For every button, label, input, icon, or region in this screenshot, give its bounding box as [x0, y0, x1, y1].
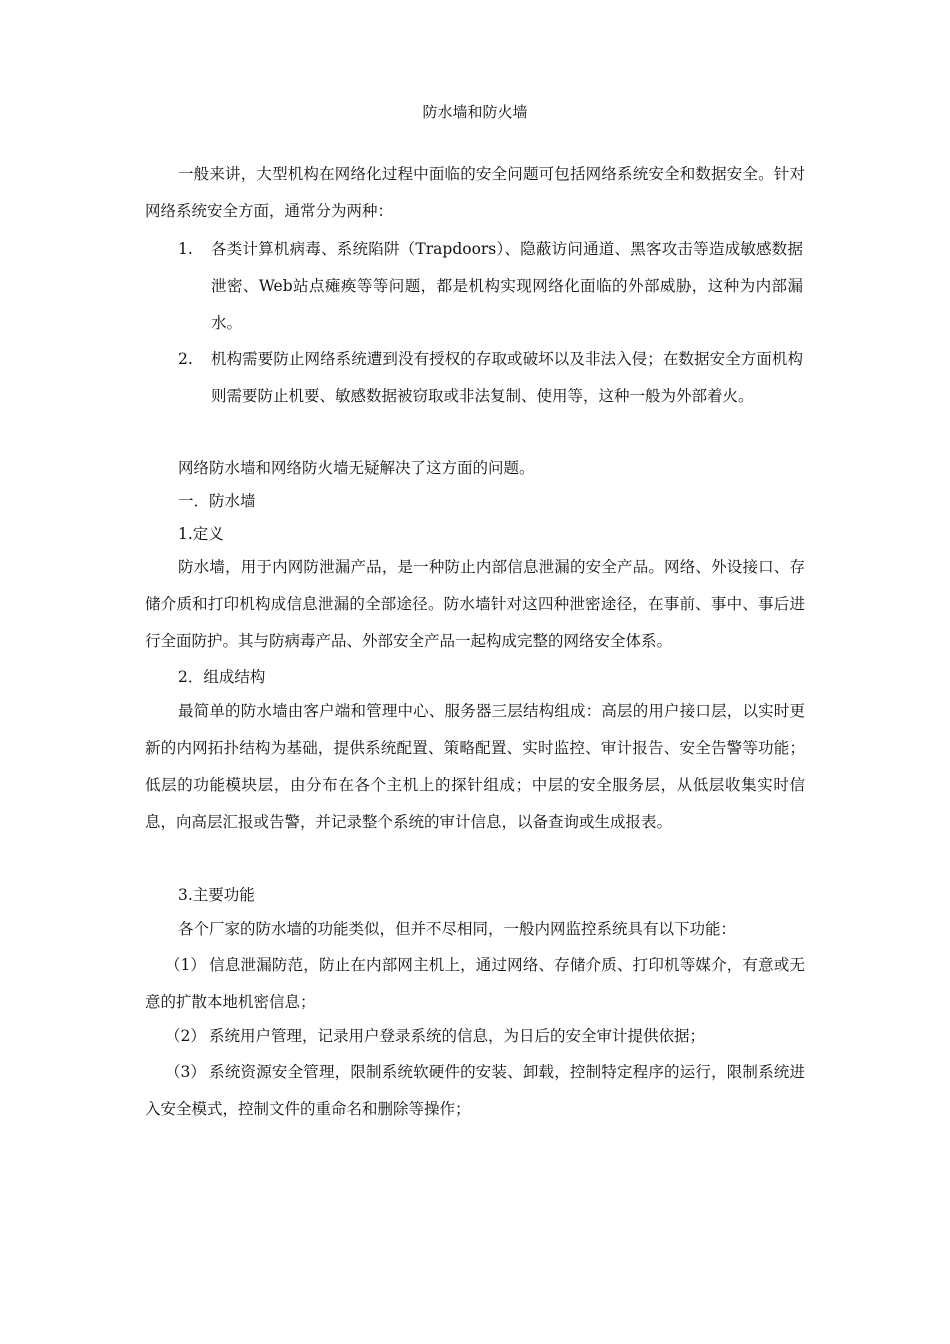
list-item-number: 1. [178, 240, 193, 258]
function-item-number: （1） [165, 956, 206, 974]
function-item-text: 系统资源安全管理，限制系统软硬件的安装、卸载，控制特定程序的运行，限制系统进入安全模式，控制文件的重命名和删除等操作； [145, 1063, 805, 1118]
intro-paragraph: 一般来讲，大型机构在网络化过程中面临的安全问题可包括网络系统安全和数据安全。针对网络系统安全方面，通常分为两种： [145, 165, 805, 220]
section-heading: 一．防水墙 [178, 492, 256, 510]
summary-paragraph: 网络防水墙和网络防火墙无疑解决了这方面的问题。 [178, 459, 535, 477]
function-item [145, 1018, 805, 1055]
function-item [145, 947, 805, 1021]
function-item-text: 系统用户管理，记录用户登录系统的信息，为日后的安全审计提供依据； [209, 1027, 706, 1045]
subsection-heading-structure: 2．组成结构 [178, 668, 266, 686]
function-item-number: （2） [165, 1027, 206, 1045]
list-item-text: 机构需要防止网络系统遭到没有授权的存取或破坏以及非法入侵；在数据安全方面机构则需要防止机要、敏感数据被窃取或非法复制、使用等，这种一般为外部着火。 [211, 350, 803, 405]
structure-paragraph: 最简单的防水墙由客户端和管理中心、服务器三层结构组成：高层的用户接口层，以实时更新的内网拓扑结构为基础，提供系统配置、策略配置、实时监控、审计报告、安全告警等功能；低层的功能模块层，由分布在各个主机上的探针组成；中层的安全服务层，从低层收集实时信息，向高层汇报或告警，并记录整个系统的审计信息，以备查询或生成报表。 [145, 702, 805, 831]
subsection-heading-definition: 1.定义 [178, 525, 224, 543]
document-title: 防水墙和防火墙 [422, 103, 528, 121]
function-item [145, 1054, 805, 1128]
functions-intro: 各个厂家的防水墙的功能类似，但并不尽相同，一般内网监控系统具有以下功能： [178, 920, 737, 938]
list-item [178, 341, 803, 415]
list-item-number: 2. [178, 350, 193, 368]
definition-paragraph: 防水墙，用于内网防泄漏产品，是一种防止内部信息泄漏的安全产品。网络、外设接口、存储介质和打印机构成信息泄漏的全部途径。防水墙针对这四种泄密途径，在事前、事中、事后进行全面防护。其与防病毒产品、外部安全产品一起构成完整的网络安全体系。 [145, 558, 805, 650]
list-item-text: 各类计算机病毒、系统陷阱（Trapdoors）、隐蔽访问通道、黑客攻击等造成敏感数据泄密、Web站点瘫痪等等问题，都是机构实现网络化面临的外部威胁，这种为内部漏水。 [211, 240, 803, 332]
subsection-heading-functions: 3.主要功能 [178, 886, 255, 904]
function-item-text: 信息泄漏防范，防止在内部网主机上，通过网络、存储介质、打印机等媒介，有意或无意的扩散本地机密信息； [145, 956, 805, 1011]
function-item-number: （3） [165, 1063, 206, 1081]
list-item [178, 231, 803, 342]
